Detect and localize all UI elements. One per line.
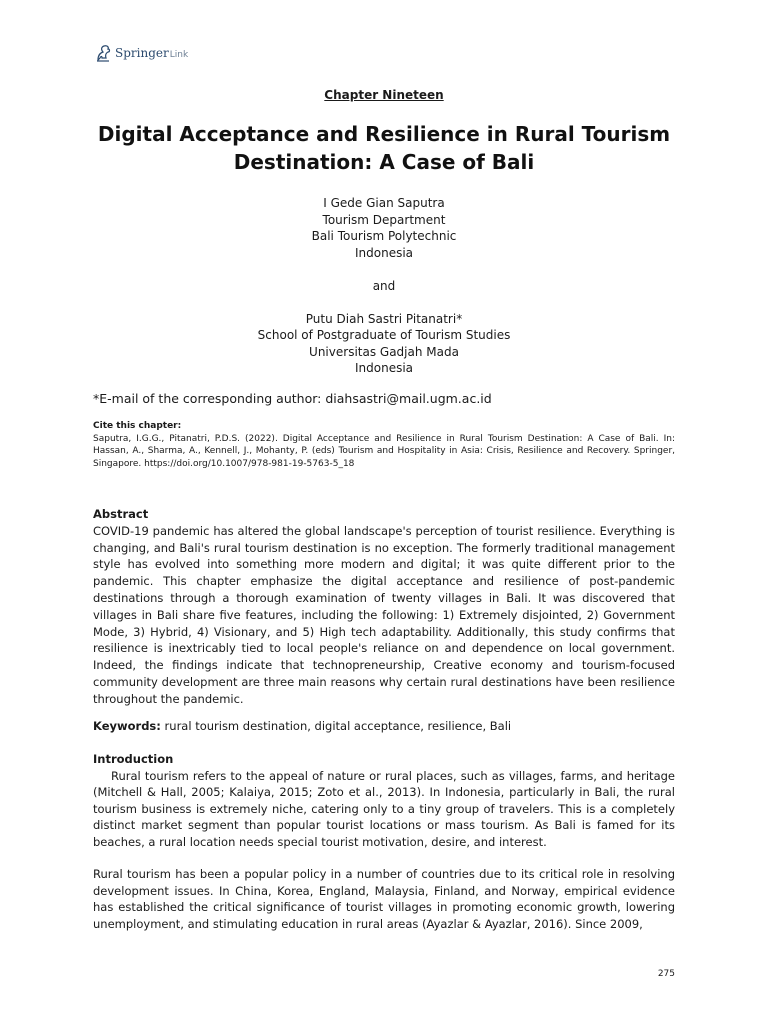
page-number: 275 — [657, 969, 675, 979]
logo-wordmark — [115, 46, 188, 60]
author1-institution: Bali Tourism Polytechnic — [311, 229, 457, 243]
citation-label: Cite this chapter: — [93, 421, 182, 431]
author2-country: Indonesia — [354, 361, 414, 375]
author2-name: Putu Diah Sastri Pitanatri* — [305, 311, 463, 326]
introduction-heading: Introduction — [93, 752, 174, 766]
author-conjunction: and — [372, 278, 396, 293]
citation-text: Saputra, I.G.G., Pitanatri, P.D.S. (2022). Digital Acceptance and Resilience in Rural Tourism Destination: A Case of Bali. In: Hassan, A., Sharma, A., Kennell, J., Mohanty, P. (eds) Tourism and Hospitality in Asia: Crisis, Resilience and Recovery. Springer, Singapore. https://doi.org/10.1007/978-981-19-5763-5_18 — [93, 433, 675, 469]
springer-horse-icon — [94, 43, 112, 63]
author2-institution: Universitas Gadjah Mada — [309, 344, 459, 359]
logo-sub-text: Link — [169, 50, 189, 60]
citation-block — [93, 420, 675, 470]
chapter-title — [80, 120, 688, 176]
author1-name: I Gede Gian Saputra — [323, 196, 445, 210]
title-line-2: Destination: A Case of Bali — [233, 150, 535, 174]
logo-main-text: Springer — [115, 46, 169, 60]
introduction-paragraph-1: Rural tourism refers to the appeal of nature or rural places, such as villages, farms, and heritage (Mitchell & Hall, 2005; Kalaiya, 2015; Zoto et al., 2013). In Indonesia, particularly in Bali, the rural tourism business is extremely niche, catering only to a tiny group of travelers. This is a completely distinct market segment than popular tourist locations or mass tourism. As Bali is famed for its beaches, a rural location needs special tourist motivation, desire, and interest. — [93, 768, 675, 849]
chapter-label: Chapter Nineteen — [324, 88, 444, 102]
abstract-section — [93, 506, 675, 708]
author1-country: Indonesia — [354, 245, 414, 260]
keywords-text: rural tourism destination, digital acceptance, resilience, Bali — [160, 719, 512, 733]
spacer — [0, 294, 768, 311]
springer-link-logo[interactable] — [94, 43, 188, 63]
abstract-heading: Abstract — [93, 507, 149, 521]
author-block — [0, 195, 768, 377]
introduction-paragraph-2: Rural tourism has been a popular policy in a number of countries due to its critical role in resolving development issues. In China, Korea, England, Malaysia, Finland, and Norway, empirical evidence has established the critical significance of tourist villages in promoting economic growth, lowering unemployment, and stimulating education in rural areas (Ayazlar & Ayazlar, 2016). Since 2009, — [93, 867, 675, 931]
author1-department: Tourism Department — [322, 212, 446, 227]
keywords-line — [93, 718, 675, 735]
introduction-section — [93, 751, 675, 932]
corresponding-email: *E-mail of the corresponding author: diahsastri@mail.ugm.ac.id — [93, 391, 492, 406]
keywords-label: Keywords: — [93, 719, 161, 733]
title-line-1: Digital Acceptance and Resilience in Rural Tourism — [97, 122, 671, 146]
spacer — [0, 261, 768, 278]
abstract-text: COVID-19 pandemic has altered the global landscape's perception of tourist resilience. Everything is changing, and Bali's rural tourism destination is no exception. The formerly traditional management style has evolved into something more modern and digital; it was quite different prior to the pandemic. This chapter emphasize the digital acceptance and resilience of post-pandemic destinations through a thorough examination of twenty villages in Bali. It was discovered that villages in Bali share five features, including the following: 1) Extremely disjointed, 2) Government Mode, 3) Hybrid, 4) Visionary, and 5) High tech adaptability. Additionally, this study confirms that resilience is inextricably tied to local people's reliance on and dependence on local government. Indeed, the findings indicate that technopreneurship, Creative economy and tourism-focused community development are three main reasons why certain rural destinations have been resilience throughout the pandemic. — [93, 523, 675, 706]
author2-department: School of Postgraduate of Tourism Studies — [257, 328, 511, 342]
